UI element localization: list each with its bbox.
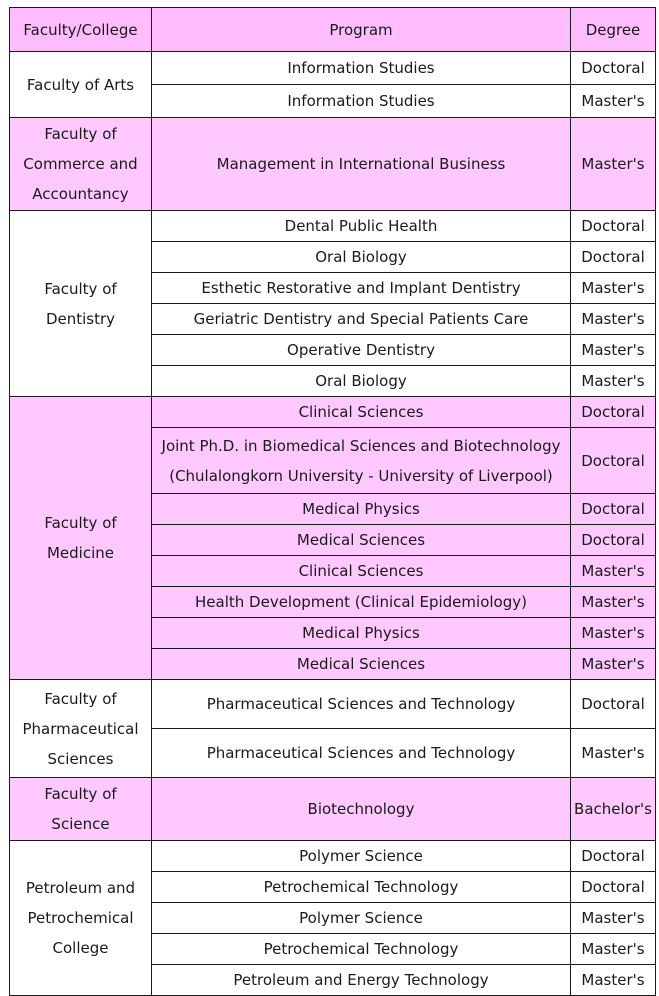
table-row bbox=[10, 397, 656, 428]
degree-cell: Master's bbox=[571, 85, 656, 118]
program-table bbox=[9, 7, 656, 996]
table-row bbox=[10, 778, 656, 841]
program-header: Program bbox=[152, 8, 571, 52]
program-cell: Medical Physics bbox=[152, 494, 571, 525]
degree-cell: Master's bbox=[571, 729, 656, 778]
program-cell: Polymer Science bbox=[152, 841, 571, 872]
program-cell: Health Development (Clinical Epidemiology) bbox=[152, 587, 571, 618]
degree-cell: Doctoral bbox=[571, 841, 656, 872]
header-row bbox=[10, 8, 656, 52]
program-cell: Petrochemical Technology bbox=[152, 934, 571, 965]
table-row bbox=[10, 118, 656, 211]
program-cell: Operative Dentistry bbox=[152, 335, 571, 366]
degree-cell: Master's bbox=[571, 556, 656, 587]
faculty-cell: Faculty of Arts bbox=[10, 52, 152, 118]
degree-cell: Doctoral bbox=[571, 211, 656, 242]
program-cell: Information Studies bbox=[152, 85, 571, 118]
program-cell: Polymer Science bbox=[152, 903, 571, 934]
program-cell: Pharmaceutical Sciences and Technology bbox=[152, 729, 571, 778]
degree-cell: Doctoral bbox=[571, 428, 656, 494]
degree-cell: Master's bbox=[571, 934, 656, 965]
faculty-cell: Faculty of Pharmaceutical Sciences bbox=[10, 680, 152, 778]
degree-cell: Master's bbox=[571, 649, 656, 680]
program-cell: Pharmaceutical Sciences and Technology bbox=[152, 680, 571, 729]
degree-cell: Master's bbox=[571, 304, 656, 335]
degree-cell: Master's bbox=[571, 903, 656, 934]
degree-cell: Master's bbox=[571, 366, 656, 397]
degree-cell: Doctoral bbox=[571, 872, 656, 903]
program-cell: Geriatric Dentistry and Special Patients Care bbox=[152, 304, 571, 335]
program-cell: Clinical Sciences bbox=[152, 556, 571, 587]
program-cell: Joint Ph.D. in Biomedical Sciences and Biotechnology (Chulalongkorn University - University of Liverpool) bbox=[152, 428, 571, 494]
program-cell: Petrochemical Technology bbox=[152, 872, 571, 903]
program-cell: Petroleum and Energy Technology bbox=[152, 965, 571, 996]
faculty-cell: Faculty of Science bbox=[10, 778, 152, 841]
program-cell: Medical Physics bbox=[152, 618, 571, 649]
faculty-header: Faculty/College bbox=[10, 8, 152, 52]
program-cell: Esthetic Restorative and Implant Dentistry bbox=[152, 273, 571, 304]
program-cell: Management in International Business bbox=[152, 118, 571, 211]
degree-cell: Master's bbox=[571, 118, 656, 211]
table-row bbox=[10, 52, 656, 85]
program-cell: Clinical Sciences bbox=[152, 397, 571, 428]
faculty-cell: Faculty of Dentistry bbox=[10, 211, 152, 397]
program-cell: Medical Sciences bbox=[152, 525, 571, 556]
degree-cell: Master's bbox=[571, 965, 656, 996]
degree-cell: Doctoral bbox=[571, 494, 656, 525]
degree-cell: Doctoral bbox=[571, 242, 656, 273]
degree-cell: Master's bbox=[571, 587, 656, 618]
faculty-cell: Faculty of Medicine bbox=[10, 397, 152, 680]
degree-cell: Doctoral bbox=[571, 397, 656, 428]
program-cell: Dental Public Health bbox=[152, 211, 571, 242]
faculty-cell: Petroleum and Petrochemical College bbox=[10, 841, 152, 996]
program-cell: Oral Biology bbox=[152, 366, 571, 397]
degree-cell: Doctoral bbox=[571, 52, 656, 85]
program-cell: Information Studies bbox=[152, 52, 571, 85]
program-cell: Medical Sciences bbox=[152, 649, 571, 680]
table-row bbox=[10, 680, 656, 729]
degree-cell: Bachelor's bbox=[571, 778, 656, 841]
degree-cell: Doctoral bbox=[571, 525, 656, 556]
program-cell: Biotechnology bbox=[152, 778, 571, 841]
degree-cell: Master's bbox=[571, 335, 656, 366]
degree-header: Degree bbox=[571, 8, 656, 52]
degree-cell: Master's bbox=[571, 618, 656, 649]
degree-cell: Master's bbox=[571, 273, 656, 304]
program-cell: Oral Biology bbox=[152, 242, 571, 273]
degree-cell: Doctoral bbox=[571, 680, 656, 729]
table-row bbox=[10, 211, 656, 242]
faculty-cell: Faculty of Commerce and Accountancy bbox=[10, 118, 152, 211]
table-row bbox=[10, 841, 656, 872]
